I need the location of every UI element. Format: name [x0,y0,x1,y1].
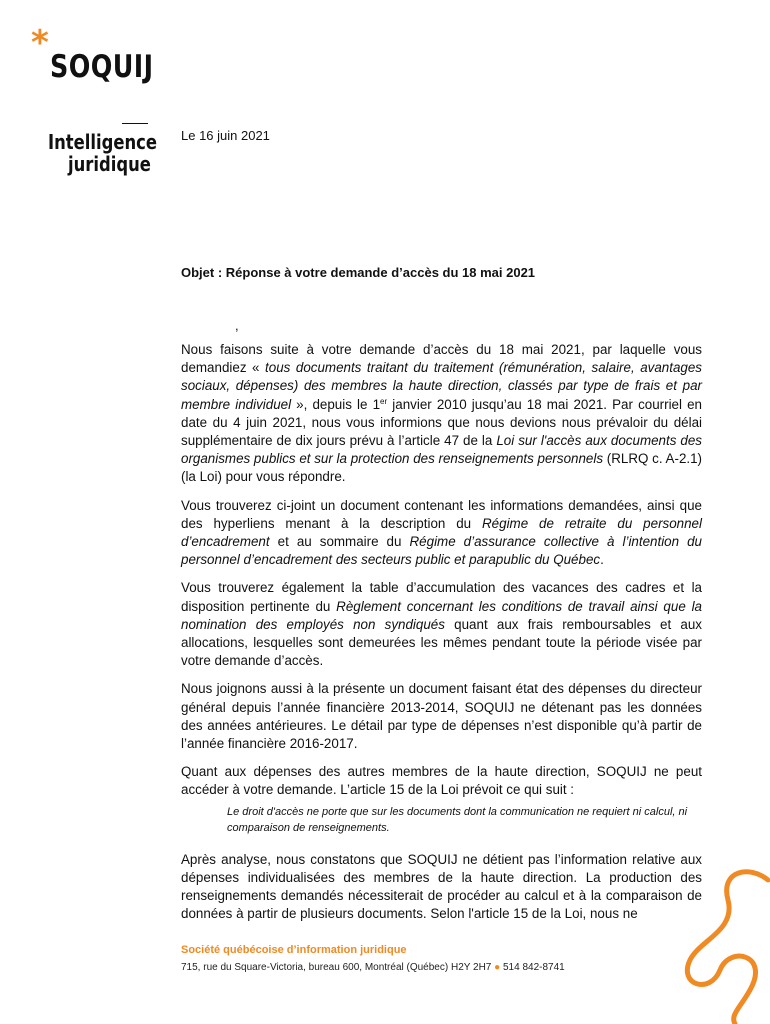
bullet-icon: ● [494,962,501,973]
text-run: janvier 2010 jusqu’au 18 mai 2021. Par courriel en date du 4 juin 2021, nous vous informions que nous devions nous prévaloir du délai supplémentaire de dix jours prévu à l’article 47 de la [181,396,702,449]
footer-phone: 514 842-8741 [502,962,565,973]
superscript: er [380,396,388,406]
paragraph-6: Après analyse, nous constatons que SOQUIJ ne détient pas l’information relative aux dépenses individualisées des membres de la haute direction. La production des renseignements demandés nécessiterait de procéder au calcul et à la comparaison de données à partir de plusieurs documents. Selon l'article 15 de la Loi, nous ne [181,851,702,922]
paragraph-5: Quant aux dépenses des autres membres de la haute direction, SOQUIJ ne peut accéder à votre demande. L’article 15 de la Loi prévoit ce qui suit : [181,764,702,798]
logo-tagline-line2: juridique [68,152,151,176]
footer-address-line [181,962,565,973]
plan-title: Régime d’assurance collective à l’intention du personnel d’encadrement des secteurs public et parapublic du Québec [181,534,702,568]
law-quote: Le droit d'accès ne porte que sur les documents dont la communication ne requiert ni calcul, ni comparaison de renseignements. [227,805,688,834]
paragraph-2 [181,497,702,570]
footer-organization: Société québécoise d’information juridique [181,944,407,956]
text-run: et au sommaire du [269,534,410,550]
letter-subject: Objet : Réponse à votre demande d’accès du 18 mai 2021 [181,265,536,280]
text-run: . [600,552,604,568]
logo-tagline-line1: Intelligence [48,130,157,154]
decorative-swirl-icon [680,860,770,1024]
text-run: quant aux frais remboursables et aux allocations, lesquelles sont demeurées les mêmes pendant toute la période visée par votre demande d’accès. [181,616,702,669]
logo-wordmark: SOQUIJ [50,49,154,85]
paragraph-1 [181,341,702,487]
italic-quote: tous documents traitant du traitement (rémunération, salaire, avantages sociaux, dépenses) des membres la haute direction, classés par type de frais et par membre individuel [181,360,702,412]
letter-body [181,341,702,923]
letter-salutation: , [235,318,239,333]
logo-divider [122,123,148,124]
paragraph-3 [181,579,702,670]
text-run: Vous trouverez également la table d’accumulation des vacances des cadres et la disposition pertinente du [181,580,702,614]
logo-asterisk-mark: * [31,23,49,63]
text-run: Nous faisons suite à votre demande d’accès du 18 mai 2021, par laquelle vous demandiez « [181,342,702,376]
footer-address: 715, rue du Square-Victoria, bureau 600, Montréal (Québec) H2Y 2H7 [181,962,492,973]
law-title: Loi sur l'accès aux documents des organismes publics et sur la protection des renseignements personnels [181,433,702,467]
text-run: (RLRQ c. A-2.1) (la Loi) pour vous répondre. [181,451,703,485]
letter-date: Le 16 juin 2021 [181,128,270,143]
paragraph-4: Nous joignons aussi à la présente un document faisant état des dépenses du directeur général depuis l’année financière 2013-2014, SOQUIJ ne détenant pas les données des années antérieures. Le détail par type de dépenses n’est disponible qu’à partir de l’année financière 2016-2017. [181,681,702,752]
text-run: Vous trouverez ci-joint un document contenant les informations demandées, ainsi que des hyperliens menant à la description du [181,497,702,531]
plan-title: Régime de retraite du personnel d’encadrement [181,515,702,550]
text-run: », depuis le 1 [291,396,381,412]
regulation-title: Règlement concernant les conditions de travail ainsi que la nomination des employés non syndiqués [181,598,703,632]
